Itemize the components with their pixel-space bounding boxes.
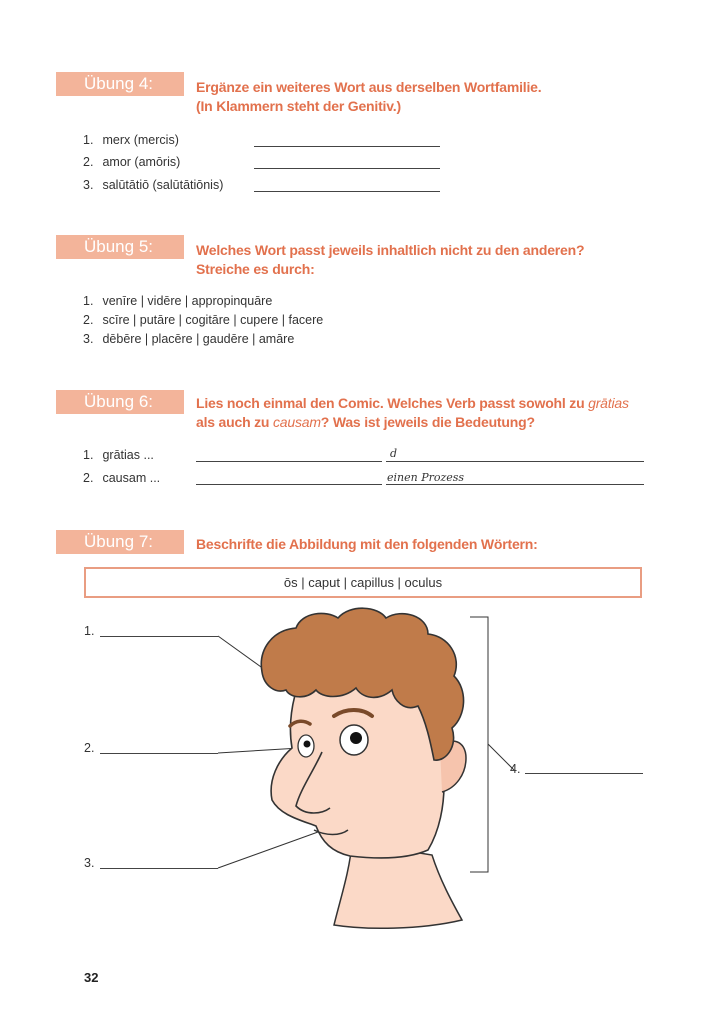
exercise-4-tag: Übung 4: [56, 72, 184, 96]
exercise-6-tag: Übung 6: [56, 390, 184, 414]
exercise-6-item-2: 2. causam ... [83, 471, 161, 485]
meaning-hint: einen Prozess [387, 471, 465, 484]
exercise-5-tag: Übung 5: [56, 235, 184, 259]
word-bank: ōs | caput | capillus | oculus [84, 567, 642, 598]
exercise-7-instruction: Beschrifte die Abbildung mit den folgenden Wörtern: [196, 536, 538, 552]
causam-italic: causam [272, 414, 321, 430]
exercise-5-instruction-line2: Streiche es durch: [196, 261, 315, 277]
exercise-5-item-2: 2. scīre | putāre | cogitāre | cupere | facere [83, 313, 324, 327]
exercise-6-instruction-line2: als auch zu causam? Was ist jeweils die Bedeutung? [196, 414, 535, 430]
figure-label-4: 4. [510, 762, 521, 776]
meaning-hint: d [390, 447, 398, 460]
figure-label-1: 1. [84, 624, 95, 638]
gratias-italic: grātias [588, 395, 629, 411]
exercise-5-item-1: 1. venīre | vidēre | appropinquāre [83, 294, 273, 308]
figure-label-2: 2. [84, 741, 95, 755]
exercise-4-instruction-line2: (In Klammern steht der Genitiv.) [196, 98, 401, 114]
exercise-5-item-3: 3. dēbēre | placēre | gaudēre | amāre [83, 332, 295, 346]
figure-label-3: 3. [84, 856, 95, 870]
exercise-4-item-2: 2. amor (amōris) [83, 155, 181, 169]
exercise-7-tag: Übung 7: [56, 530, 184, 554]
pupil-shape [304, 741, 311, 748]
page-number: 32 [84, 970, 99, 985]
exercise-6-item-1: 1. grātias ... [83, 448, 154, 462]
exercise-4-item-1: 1. merx (mercis) [83, 133, 179, 147]
pupil-shape [350, 732, 362, 744]
exercise-4-instruction-line1: Ergänze ein weiteres Wort aus derselben Wortfamilie. [196, 79, 542, 95]
exercise-4-item-3: 3. salūtātiō (salūtātiōnis) [83, 178, 224, 192]
exercise-5-instruction-line1: Welches Wort passt jeweils inhaltlich nicht zu den anderen? [196, 242, 585, 258]
exercise-6-instruction-line1: Lies noch einmal den Comic. Welches Verb passt sowohl zu grātias [196, 395, 629, 411]
